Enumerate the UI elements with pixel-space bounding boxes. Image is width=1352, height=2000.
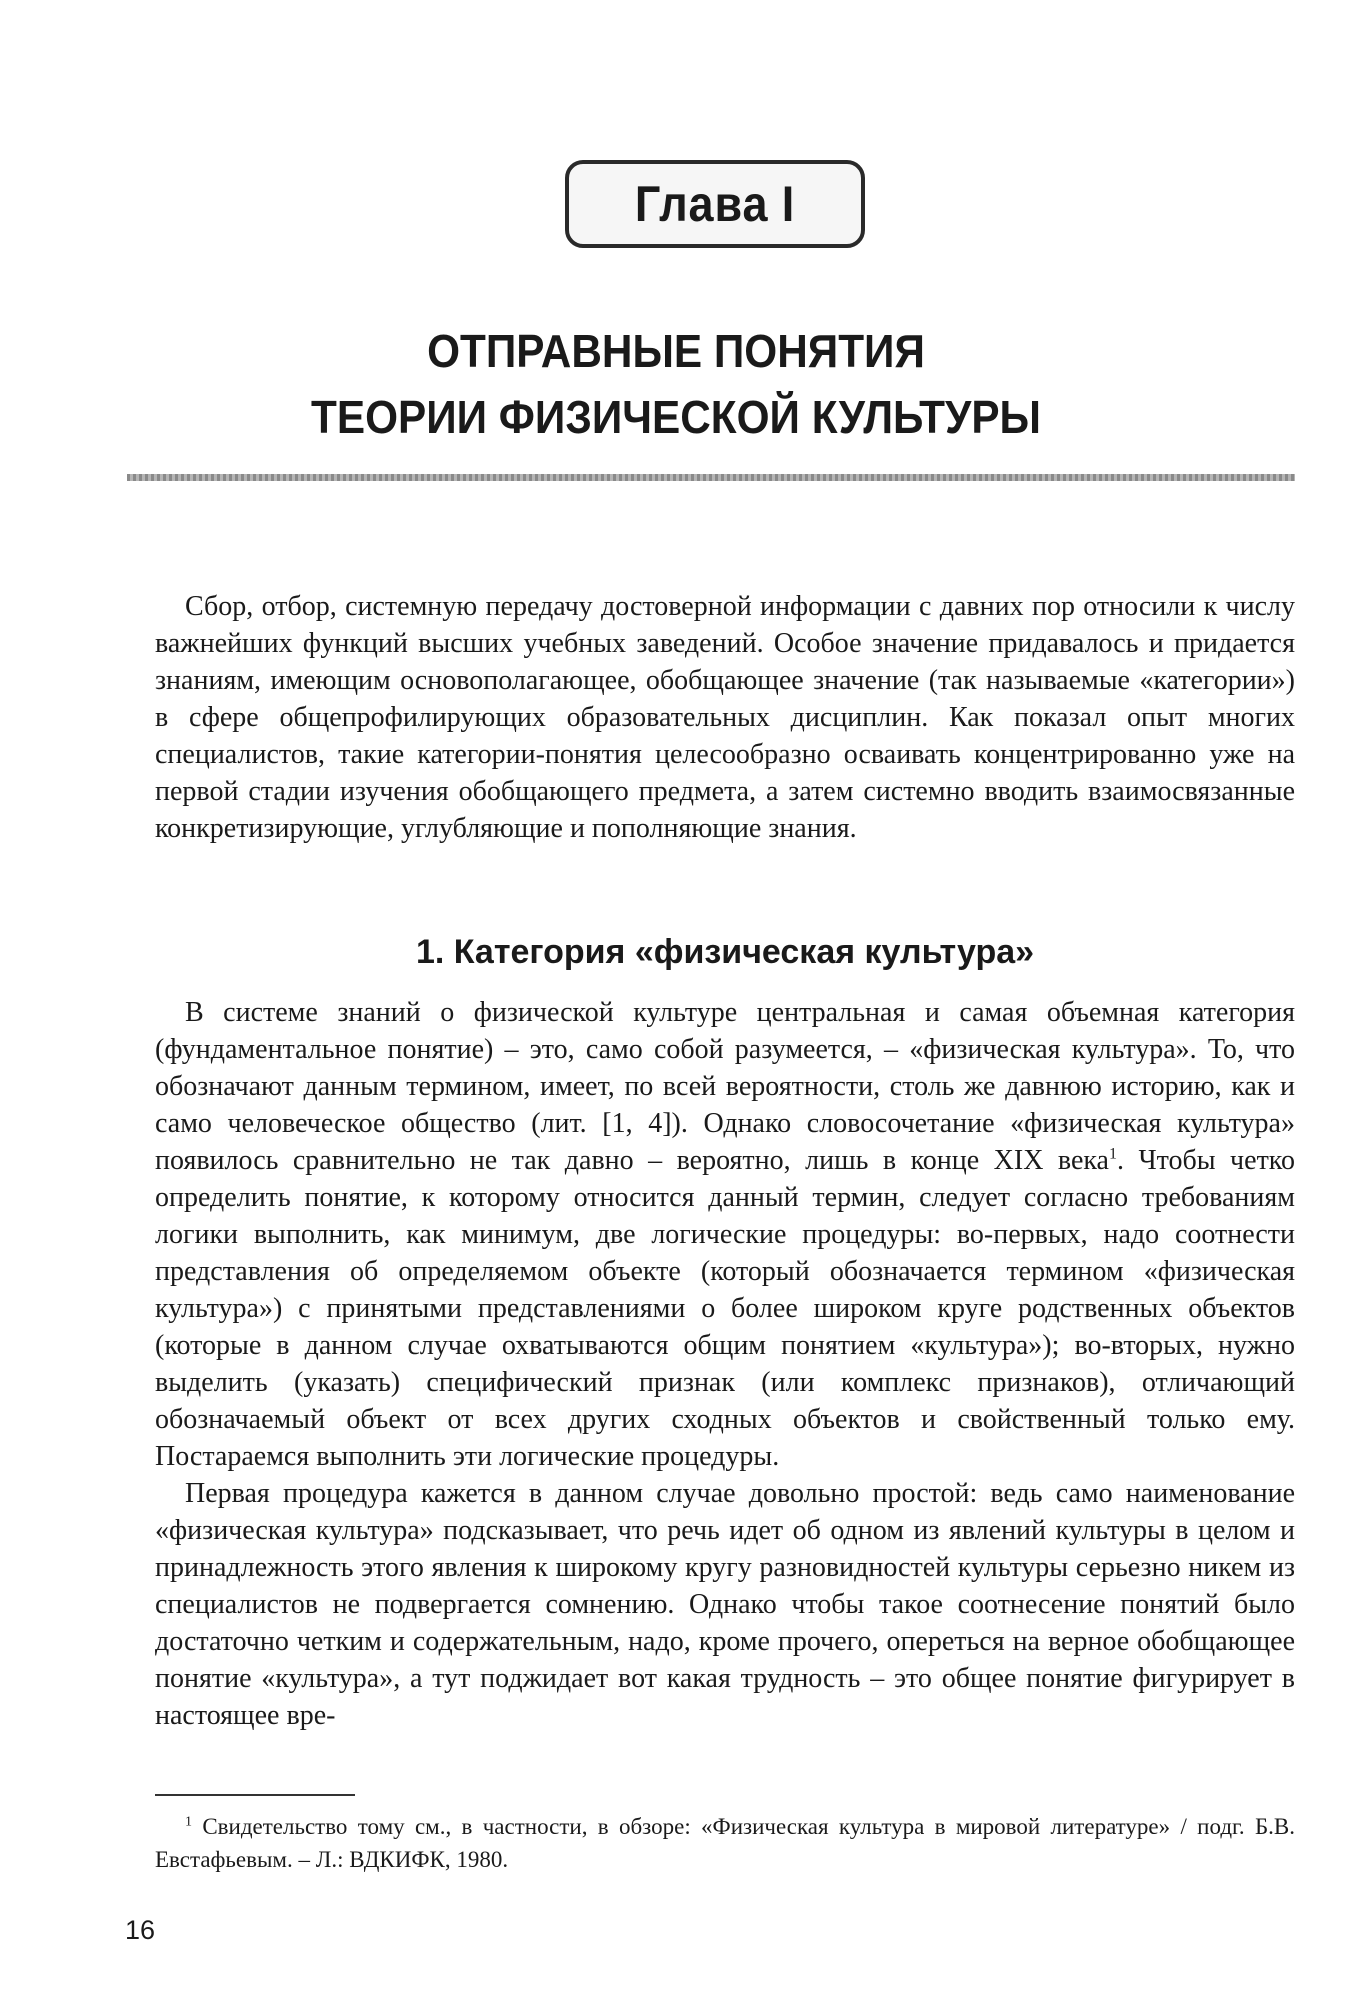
- section-body: [155, 994, 1295, 1734]
- title-divider: [127, 474, 1295, 481]
- chapter-title-line-2: ТЕОРИИ ФИЗИЧЕСКОЙ КУЛЬТУРЫ: [310, 391, 1041, 443]
- chapter-label-frame: [565, 160, 865, 248]
- section-heading: 1. Категория «физическая культура»: [415, 933, 1035, 971]
- footnote-separator: [155, 1794, 355, 1796]
- chapter-label: Глава I: [634, 176, 796, 232]
- paragraph-1-start: В системе знаний о физической культуре центральная и самая объемная категория (фундаментальное понятие) – это, само собой разумеется, – «физическая культура». То, что обозначают данным термином, имеет, по всей вероятности, столь же давнюю историю, как и само человеческое общество (лит. [1, 4]). Однако словосочетание «физическая культура» появилось сравнительно не так давно – вероятно, лишь в конце XIX века: [155, 997, 1295, 1176]
- footnote-text: Свидетельство тому см., в частности, в обзоре: «Физическая культура в мировой литературе» / подг. Б.В. Евстафьевым. – Л.: ВДКИФК, 1980.: [155, 1814, 1295, 1872]
- footnote-paragraph: [155, 1810, 1295, 1876]
- paragraph-1-end: . Чтобы четко определить понятие, к которому относится данный термин, следует согласно требованиям логики выполнить, как минимум, две логические процедуры: во-первых, надо соотнести представления об определяемом объекте (который обозначается термином «физическая культура») с принятыми представлениями о более широком круге родственных объектов (которые в данном случае охватываются общим понятием «культура»); во-вторых, нужно выделить (указать) специфический признак (или комплекс признаков), отличающий обозначаемый объект от всех других сходных объектов и свойственный только ему. Постараемся выполнить эти логические процедуры.: [155, 1145, 1295, 1472]
- body-paragraph-1: [155, 994, 1295, 1475]
- footnote-marker: 1: [185, 1814, 192, 1830]
- footnote: [155, 1810, 1295, 1876]
- footnote-reference[interactable]: 1: [1108, 1145, 1117, 1163]
- intro-section: [155, 588, 1295, 847]
- chapter-title-line-1: ОТПРАВНЫЕ ПОНЯТИЯ: [427, 325, 925, 377]
- body-paragraph-2: Первая процедура кажется в данном случае довольно простой: ведь само наименование «физическая культура» подсказывает, что речь идет об одном из явлений культуры в целом и принадлежность этого явления к широкому кругу разновидностей культуры серьезно никем из специалистов не подвергается сомнению. Однако чтобы такое соотнесение понятий было достаточно четким и содержательным, надо, кроме прочего, опереться на верное обобщающее понятие «культура», а тут поджидает вот какая трудность – это общее понятие фигурирует в настоящее вре-: [155, 1478, 1295, 1731]
- intro-paragraph: Сбор, отбор, системную передачу достоверной информации с давних пор относили к числу важнейших функций высших учебных заведений. Особое значение придавалось и придается знаниям, имеющим основополагающее, обобщающее значение (так называемые «категории») в сфере общепрофилирующих образовательных дисциплин. Как показал опыт многих специалистов, такие категории-понятия целесообразно осваивать концентрированно уже на первой стадии изучения обобщающего предмета, а затем системно вводить взаимосвязанные конкретизирующие, углубляющие и пополняющие знания.: [155, 591, 1295, 844]
- page-number: 16: [125, 1915, 156, 1945]
